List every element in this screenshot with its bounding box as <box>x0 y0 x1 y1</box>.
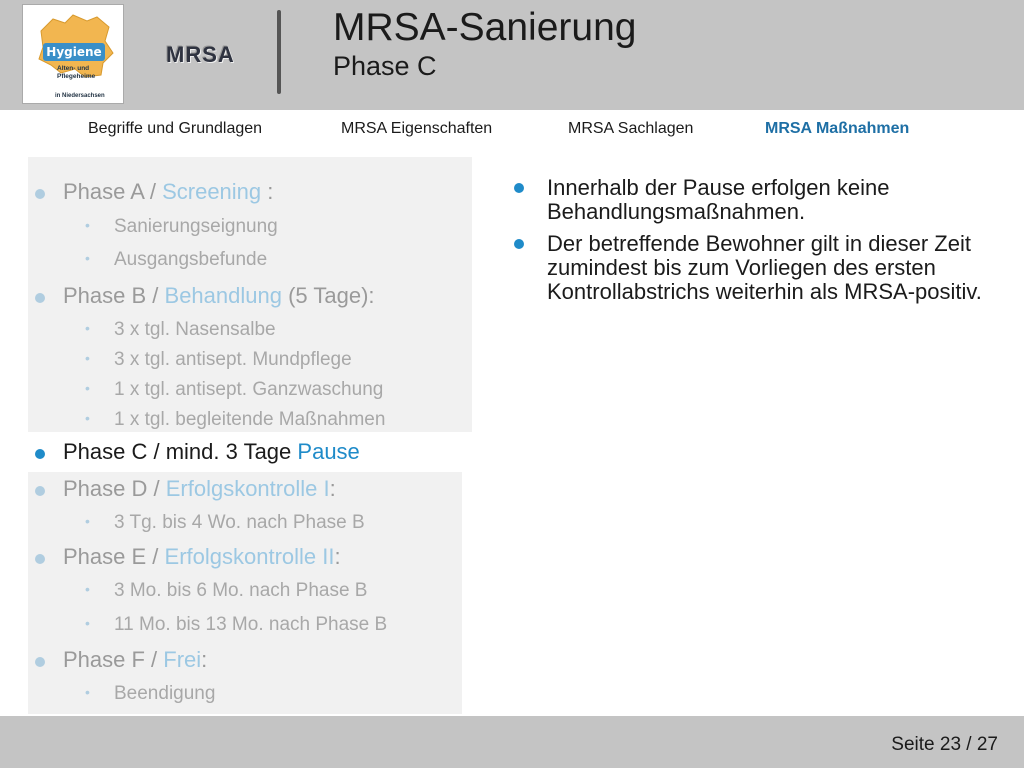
sub-item-label: 1 x tgl. begleitende Maßnahmen <box>114 409 386 430</box>
phase-f-suffix: : <box>201 647 208 672</box>
phase-c-highlight: Pause <box>297 439 360 464</box>
bullet-dot-small: • <box>85 410 90 426</box>
phase-d-suffix: : <box>329 476 336 501</box>
section-nav <box>0 110 1024 148</box>
phase-f-label: Phase F / <box>63 647 164 672</box>
bullet-dot-small: • <box>85 615 90 631</box>
phase-d-highlight: Erfolgskontrolle I <box>165 476 330 501</box>
nav-item-sachlagen[interactable]: MRSA Sachlagen <box>568 120 694 137</box>
bullet-dot <box>35 189 45 199</box>
nav-item-begriffe[interactable]: Begriffe und Grundlagen <box>88 120 263 137</box>
bullet-dot <box>35 657 45 667</box>
nav-item-massnahmen[interactable]: MRSA Maßnahmen <box>765 120 910 137</box>
logo-region: in Niedersachsen <box>55 93 105 99</box>
nav-item-eigenschaften[interactable]: MRSA Eigenschaften <box>341 120 493 137</box>
sub-item-label: 3 Mo. bis 6 Mo. nach Phase B <box>114 580 368 601</box>
mrsa-tag: MRSA <box>166 42 235 67</box>
phase-b-highlight: Behandlung <box>164 283 282 308</box>
sub-item-label: 3 Tg. bis 4 Wo. nach Phase B <box>114 512 365 533</box>
phase-e-label: Phase E / <box>63 544 165 569</box>
footer-bar <box>0 716 1024 768</box>
header-divider <box>277 10 281 94</box>
sub-item-label: 3 x tgl. antisept. Mundpflege <box>114 349 352 370</box>
bullet-dot-small: • <box>85 217 90 233</box>
phase-d-label: Phase D / <box>63 476 166 501</box>
phase-a-highlight: Screening <box>162 179 262 204</box>
bullet-dot <box>35 293 45 303</box>
description-text: Innerhalb der Pause erfolgen keine Behandlungsmaßnahmen. <box>547 175 890 224</box>
hygiene-logo <box>22 4 124 104</box>
phase-list <box>28 157 472 714</box>
phase-e-suffix: : <box>334 544 341 569</box>
bullet-dot <box>35 554 45 564</box>
bullet-dot-small: • <box>85 581 90 597</box>
page-subtitle: Phase C <box>333 51 437 81</box>
description-item <box>510 176 1010 224</box>
bullet-dot <box>35 449 45 459</box>
bullet-dot <box>35 486 45 496</box>
sub-item-label: Ausgangsbefunde <box>114 249 268 270</box>
logo-hygiene-text: Hygiene <box>43 43 105 61</box>
sub-item-label: Sanierungseignung <box>114 216 278 237</box>
bullet-dot-small: • <box>85 380 90 396</box>
phase-a-label: Phase A / <box>63 179 163 204</box>
sub-item-label: 3 x tgl. Nasensalbe <box>114 319 276 340</box>
phase-f-highlight: Frei <box>163 647 202 672</box>
description-text: Der betreffende Bewohner gilt in dieser Zeit zumindest bis zum Vorliegen des ersten Kontrollabstrichs weiterhin als MRSA-positiv. <box>547 231 982 304</box>
bullet-dot-small: • <box>85 513 90 529</box>
phase-b-label: Phase B / <box>63 283 165 308</box>
header-bar <box>0 0 1024 110</box>
page-number: Seite 23 / 27 <box>891 734 998 755</box>
bullet-dot-small: • <box>85 250 90 266</box>
page-title: MRSA-Sanierung <box>333 6 637 49</box>
bullet-dot <box>514 239 524 249</box>
phase-e-highlight: Erfolgskontrolle II <box>164 544 335 569</box>
bullet-dot-small: • <box>85 320 90 336</box>
description-item <box>510 232 1010 304</box>
bullet-dot <box>514 183 524 193</box>
sub-item-label: 1 x tgl. antisept. Ganzwaschung <box>114 379 384 400</box>
phase-c-description <box>510 176 1010 312</box>
phase-a-suffix: : <box>261 179 274 204</box>
phase-b-suffix: (5 Tage): <box>281 283 375 308</box>
sub-item-label: Beendigung <box>114 683 216 704</box>
sub-item-label: 11 Mo. bis 13 Mo. nach Phase B <box>114 614 388 635</box>
bullet-dot-small: • <box>85 350 90 366</box>
phase-c-label: Phase C / mind. 3 Tage <box>63 439 298 464</box>
logo-subtitle: Alten- und Pflegeheime <box>57 65 96 80</box>
bullet-dot-small: • <box>85 684 90 700</box>
